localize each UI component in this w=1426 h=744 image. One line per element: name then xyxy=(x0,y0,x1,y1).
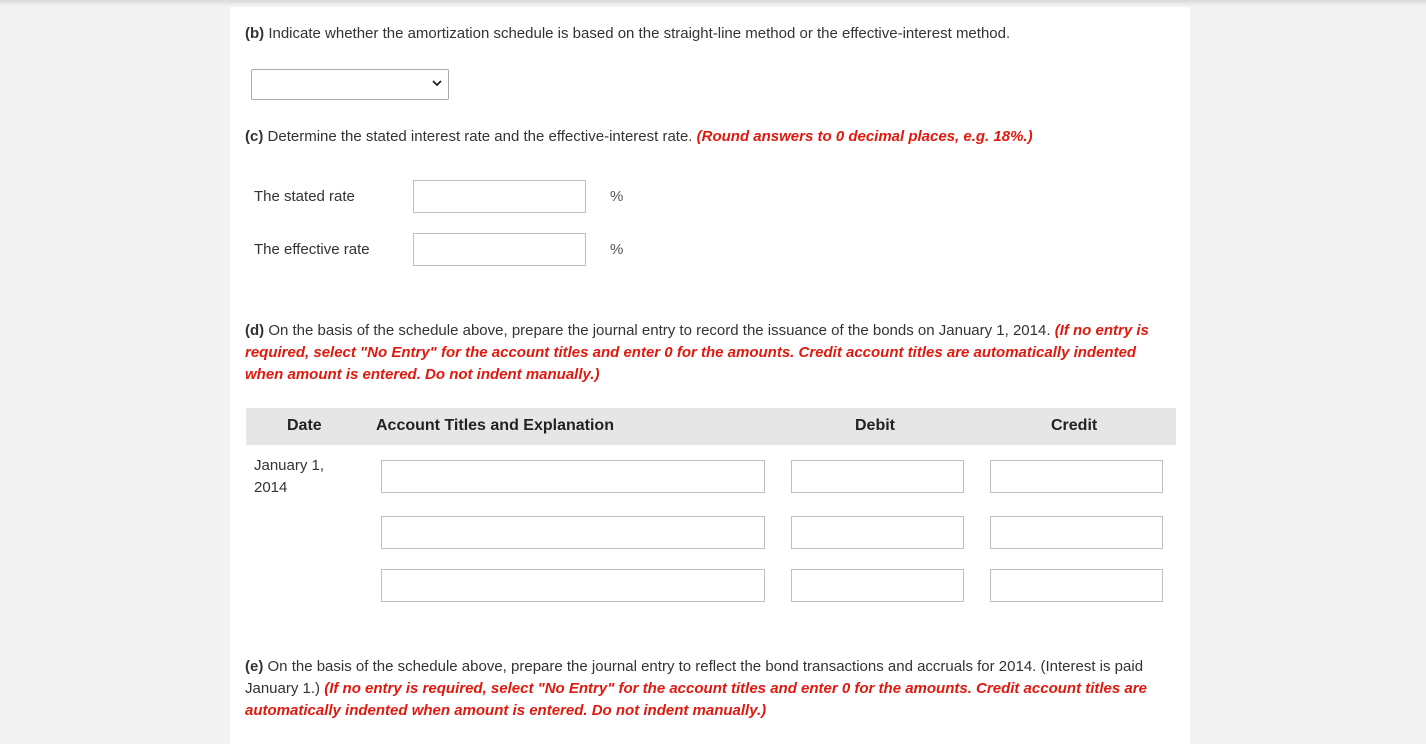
top-shadow-bar xyxy=(0,0,1426,6)
part-e-prompt xyxy=(245,656,1165,722)
part-e-text: On the basis of the schedule above, prepare the journal entry to reflect the bond transactions and accruals for 2014. (Interest is paid January 1.) xyxy=(245,658,1144,697)
header-date: Date xyxy=(287,417,322,434)
stated-rate-input[interactable] xyxy=(413,180,586,213)
stated-rate-unit: % xyxy=(610,188,624,205)
part-b-letter: (b) xyxy=(245,25,265,42)
entry-date-line1: January 1, xyxy=(254,457,325,474)
part-e-letter: (e) xyxy=(245,658,264,675)
debit-input-3[interactable] xyxy=(791,569,964,602)
part-b-text: Indicate whether the amortization schedule is based on the straight-line method or the effective-interest method. xyxy=(268,25,1011,42)
credit-input-3[interactable] xyxy=(990,569,1163,602)
effective-rate-label: The effective rate xyxy=(254,241,370,258)
header-account: Account Titles and Explanation xyxy=(376,417,614,434)
effective-rate-unit: % xyxy=(610,241,624,258)
credit-input-1[interactable] xyxy=(990,460,1163,493)
part-e-instruction: (If no entry is required, select "No Entry" for the account titles and enter 0 for the amounts. Credit account titles are automatically indented when amount is entered. Do not indent manually.) xyxy=(245,680,1147,719)
part-d-instruction: (If no entry is required, select "No Entry" for the account titles and enter 0 for the amounts. Credit account titles are automatically indented when amount is entered. Do not indent manually.) xyxy=(245,322,1149,383)
account-title-input-1[interactable] xyxy=(381,460,765,493)
part-d-text: On the basis of the schedule above, prepare the journal entry to record the issuance of the bonds on January 1, 2014. xyxy=(268,322,1051,339)
part-b-prompt xyxy=(245,23,1165,45)
debit-input-2[interactable] xyxy=(791,516,964,549)
header-debit: Debit xyxy=(855,417,895,434)
entry-date-line2: 2014 xyxy=(254,479,288,496)
header-credit: Credit xyxy=(1051,417,1098,434)
part-c-text: Determine the stated interest rate and the effective-interest rate. xyxy=(267,128,693,145)
account-title-input-3[interactable] xyxy=(381,569,765,602)
entry-date xyxy=(254,455,324,499)
method-select[interactable] xyxy=(251,69,449,100)
question-panel xyxy=(230,7,1190,744)
journal-table-header xyxy=(246,408,1176,445)
part-c-prompt xyxy=(245,126,1165,148)
credit-input-2[interactable] xyxy=(990,516,1163,549)
stated-rate-label: The stated rate xyxy=(254,188,355,205)
account-title-input-2[interactable] xyxy=(381,516,765,549)
part-d-prompt xyxy=(245,320,1165,386)
effective-rate-input[interactable] xyxy=(413,233,586,266)
chevron-down-icon xyxy=(432,78,442,88)
part-d-letter: (d) xyxy=(245,322,265,339)
debit-input-1[interactable] xyxy=(791,460,964,493)
part-c-instruction: (Round answers to 0 decimal places, e.g. 18%.) xyxy=(696,128,1033,145)
part-c-letter: (c) xyxy=(245,128,264,145)
